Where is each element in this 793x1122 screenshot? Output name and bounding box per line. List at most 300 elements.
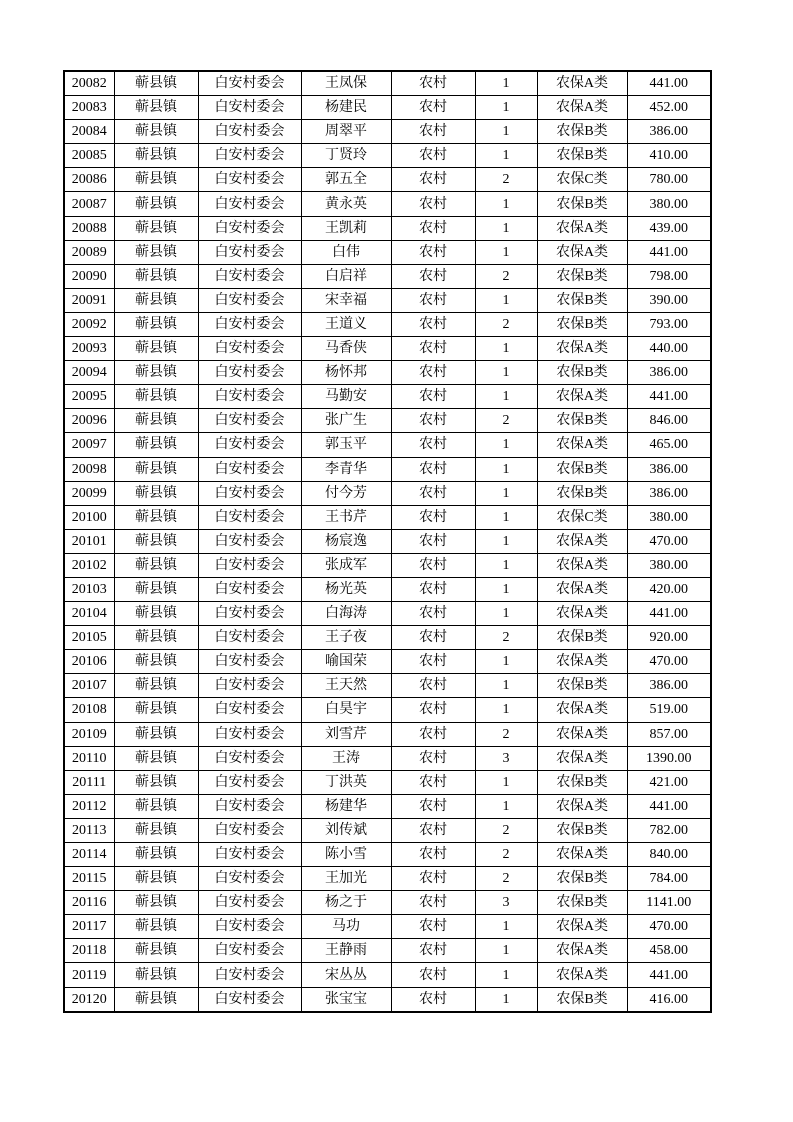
cell-residence-type: 农村 [391, 577, 475, 601]
cell-village-committee: 白安村委会 [198, 626, 301, 650]
cell-amount: 386.00 [627, 457, 711, 481]
cell-person-name: 刘传斌 [301, 818, 391, 842]
cell-person-name: 杨建华 [301, 794, 391, 818]
cell-person-name: 白启祥 [301, 264, 391, 288]
cell-record-id: 20090 [64, 264, 114, 288]
table-row [64, 891, 711, 915]
cell-insurance-category: 农保A类 [537, 963, 627, 987]
cell-residence-type: 农村 [391, 939, 475, 963]
cell-village-committee: 白安村委会 [198, 722, 301, 746]
table-row [64, 722, 711, 746]
cell-amount: 920.00 [627, 626, 711, 650]
cell-insurance-category: 农保B类 [537, 120, 627, 144]
cell-person-count: 1 [475, 288, 537, 312]
cell-village-committee: 白安村委会 [198, 867, 301, 891]
cell-amount: 386.00 [627, 361, 711, 385]
cell-person-count: 2 [475, 409, 537, 433]
cell-amount: 441.00 [627, 963, 711, 987]
cell-town: 蕲县镇 [114, 144, 198, 168]
cell-residence-type: 农村 [391, 144, 475, 168]
cell-village-committee: 白安村委会 [198, 602, 301, 626]
cell-residence-type: 农村 [391, 192, 475, 216]
cell-record-id: 20115 [64, 867, 114, 891]
cell-town: 蕲县镇 [114, 553, 198, 577]
cell-person-count: 1 [475, 770, 537, 794]
cell-town: 蕲县镇 [114, 722, 198, 746]
cell-residence-type: 农村 [391, 264, 475, 288]
cell-village-committee: 白安村委会 [198, 843, 301, 867]
cell-amount: 390.00 [627, 288, 711, 312]
cell-person-name: 马勤安 [301, 385, 391, 409]
cell-village-committee: 白安村委会 [198, 385, 301, 409]
cell-person-count: 1 [475, 987, 537, 1012]
cell-record-id: 20088 [64, 216, 114, 240]
cell-village-committee: 白安村委会 [198, 529, 301, 553]
cell-village-committee: 白安村委会 [198, 71, 301, 96]
cell-person-name: 王道义 [301, 312, 391, 336]
cell-residence-type: 农村 [391, 120, 475, 144]
cell-amount: 840.00 [627, 843, 711, 867]
cell-town: 蕲县镇 [114, 963, 198, 987]
cell-person-count: 1 [475, 529, 537, 553]
cell-village-committee: 白安村委会 [198, 312, 301, 336]
cell-residence-type: 农村 [391, 71, 475, 96]
cell-insurance-category: 农保A类 [537, 240, 627, 264]
cell-person-count: 2 [475, 843, 537, 867]
cell-person-count: 1 [475, 939, 537, 963]
cell-residence-type: 农村 [391, 987, 475, 1012]
cell-town: 蕲县镇 [114, 698, 198, 722]
cell-record-id: 20098 [64, 457, 114, 481]
table-row [64, 674, 711, 698]
cell-insurance-category: 农保B类 [537, 770, 627, 794]
table-row [64, 602, 711, 626]
cell-amount: 380.00 [627, 505, 711, 529]
cell-record-id: 20085 [64, 144, 114, 168]
cell-record-id: 20094 [64, 361, 114, 385]
cell-village-committee: 白安村委会 [198, 457, 301, 481]
cell-village-committee: 白安村委会 [198, 144, 301, 168]
cell-amount: 420.00 [627, 577, 711, 601]
cell-person-count: 3 [475, 891, 537, 915]
cell-person-count: 1 [475, 457, 537, 481]
cell-residence-type: 农村 [391, 457, 475, 481]
cell-amount: 386.00 [627, 481, 711, 505]
cell-record-id: 20110 [64, 746, 114, 770]
cell-record-id: 20101 [64, 529, 114, 553]
cell-town: 蕲县镇 [114, 457, 198, 481]
cell-town: 蕲县镇 [114, 577, 198, 601]
table-row [64, 650, 711, 674]
cell-insurance-category: 农保B类 [537, 409, 627, 433]
cell-amount: 798.00 [627, 264, 711, 288]
cell-residence-type: 农村 [391, 288, 475, 312]
cell-record-id: 20092 [64, 312, 114, 336]
table-row [64, 288, 711, 312]
cell-insurance-category: 农保A类 [537, 843, 627, 867]
cell-record-id: 20111 [64, 770, 114, 794]
cell-amount: 421.00 [627, 770, 711, 794]
cell-amount: 857.00 [627, 722, 711, 746]
cell-record-id: 20103 [64, 577, 114, 601]
table-row [64, 505, 711, 529]
cell-person-count: 1 [475, 385, 537, 409]
cell-village-committee: 白安村委会 [198, 433, 301, 457]
cell-amount: 452.00 [627, 96, 711, 120]
cell-residence-type: 农村 [391, 891, 475, 915]
cell-residence-type: 农村 [391, 915, 475, 939]
cell-insurance-category: 农保A类 [537, 794, 627, 818]
cell-person-count: 1 [475, 240, 537, 264]
cell-person-name: 杨怀邦 [301, 361, 391, 385]
cell-amount: 441.00 [627, 794, 711, 818]
table-row [64, 939, 711, 963]
cell-person-count: 2 [475, 818, 537, 842]
cell-amount: 458.00 [627, 939, 711, 963]
cell-village-committee: 白安村委会 [198, 674, 301, 698]
records-tbody [64, 71, 711, 1012]
cell-record-id: 20109 [64, 722, 114, 746]
cell-person-name: 王涛 [301, 746, 391, 770]
cell-amount: 441.00 [627, 602, 711, 626]
cell-person-name: 白昊宇 [301, 698, 391, 722]
cell-person-name: 喻国荣 [301, 650, 391, 674]
cell-town: 蕲县镇 [114, 529, 198, 553]
cell-residence-type: 农村 [391, 337, 475, 361]
cell-amount: 470.00 [627, 915, 711, 939]
cell-insurance-category: 农保B类 [537, 361, 627, 385]
cell-town: 蕲县镇 [114, 481, 198, 505]
cell-person-name: 杨宸逸 [301, 529, 391, 553]
cell-amount: 440.00 [627, 337, 711, 361]
cell-insurance-category: 农保A类 [537, 529, 627, 553]
cell-person-count: 1 [475, 650, 537, 674]
table-row [64, 577, 711, 601]
cell-record-id: 20096 [64, 409, 114, 433]
cell-residence-type: 农村 [391, 963, 475, 987]
cell-record-id: 20097 [64, 433, 114, 457]
table-row [64, 770, 711, 794]
cell-town: 蕲县镇 [114, 746, 198, 770]
cell-person-name: 陈小雪 [301, 843, 391, 867]
table-row [64, 529, 711, 553]
cell-insurance-category: 农保A类 [537, 650, 627, 674]
cell-amount: 441.00 [627, 385, 711, 409]
cell-residence-type: 农村 [391, 312, 475, 336]
cell-village-committee: 白安村委会 [198, 216, 301, 240]
cell-residence-type: 农村 [391, 433, 475, 457]
cell-village-committee: 白安村委会 [198, 794, 301, 818]
cell-village-committee: 白安村委会 [198, 288, 301, 312]
cell-town: 蕲县镇 [114, 602, 198, 626]
cell-village-committee: 白安村委会 [198, 746, 301, 770]
cell-person-name: 付今芳 [301, 481, 391, 505]
cell-record-id: 20107 [64, 674, 114, 698]
cell-person-count: 2 [475, 867, 537, 891]
table-row [64, 746, 711, 770]
cell-record-id: 20083 [64, 96, 114, 120]
cell-person-count: 1 [475, 674, 537, 698]
cell-town: 蕲县镇 [114, 192, 198, 216]
cell-residence-type: 农村 [391, 650, 475, 674]
cell-person-count: 1 [475, 553, 537, 577]
cell-insurance-category: 农保A类 [537, 577, 627, 601]
cell-person-name: 丁洪英 [301, 770, 391, 794]
cell-village-committee: 白安村委会 [198, 650, 301, 674]
cell-record-id: 20104 [64, 602, 114, 626]
cell-residence-type: 农村 [391, 505, 475, 529]
cell-town: 蕲县镇 [114, 264, 198, 288]
cell-residence-type: 农村 [391, 698, 475, 722]
cell-person-name: 张宝宝 [301, 987, 391, 1012]
cell-record-id: 20089 [64, 240, 114, 264]
cell-amount: 846.00 [627, 409, 711, 433]
records-table [63, 70, 712, 1013]
cell-residence-type: 农村 [391, 818, 475, 842]
cell-person-count: 1 [475, 337, 537, 361]
cell-town: 蕲县镇 [114, 312, 198, 336]
cell-town: 蕲县镇 [114, 361, 198, 385]
cell-village-committee: 白安村委会 [198, 337, 301, 361]
cell-amount: 380.00 [627, 553, 711, 577]
cell-person-count: 1 [475, 144, 537, 168]
cell-insurance-category: 农保B类 [537, 626, 627, 650]
cell-amount: 465.00 [627, 433, 711, 457]
table-row [64, 433, 711, 457]
cell-town: 蕲县镇 [114, 818, 198, 842]
cell-residence-type: 农村 [391, 674, 475, 698]
table-row [64, 264, 711, 288]
cell-residence-type: 农村 [391, 553, 475, 577]
cell-town: 蕲县镇 [114, 409, 198, 433]
cell-person-name: 张广生 [301, 409, 391, 433]
cell-person-count: 2 [475, 312, 537, 336]
cell-residence-type: 农村 [391, 481, 475, 505]
cell-record-id: 20106 [64, 650, 114, 674]
cell-town: 蕲县镇 [114, 843, 198, 867]
cell-amount: 470.00 [627, 529, 711, 553]
cell-insurance-category: 农保B类 [537, 192, 627, 216]
cell-insurance-category: 农保A类 [537, 216, 627, 240]
cell-amount: 380.00 [627, 192, 711, 216]
cell-insurance-category: 农保A类 [537, 698, 627, 722]
cell-person-name: 杨之于 [301, 891, 391, 915]
cell-person-count: 1 [475, 216, 537, 240]
cell-insurance-category: 农保B类 [537, 481, 627, 505]
cell-person-count: 1 [475, 963, 537, 987]
cell-record-id: 20084 [64, 120, 114, 144]
cell-village-committee: 白安村委会 [198, 240, 301, 264]
cell-person-count: 1 [475, 96, 537, 120]
cell-insurance-category: 农保A类 [537, 746, 627, 770]
cell-amount: 470.00 [627, 650, 711, 674]
cell-town: 蕲县镇 [114, 939, 198, 963]
cell-record-id: 20120 [64, 987, 114, 1012]
cell-person-count: 1 [475, 602, 537, 626]
cell-town: 蕲县镇 [114, 626, 198, 650]
cell-town: 蕲县镇 [114, 915, 198, 939]
cell-town: 蕲县镇 [114, 96, 198, 120]
cell-village-committee: 白安村委会 [198, 481, 301, 505]
cell-insurance-category: 农保A类 [537, 96, 627, 120]
cell-village-committee: 白安村委会 [198, 698, 301, 722]
cell-town: 蕲县镇 [114, 385, 198, 409]
cell-town: 蕲县镇 [114, 216, 198, 240]
cell-town: 蕲县镇 [114, 337, 198, 361]
cell-record-id: 20102 [64, 553, 114, 577]
cell-person-name: 马香侠 [301, 337, 391, 361]
cell-person-count: 1 [475, 577, 537, 601]
cell-record-id: 20105 [64, 626, 114, 650]
cell-insurance-category: 农保B类 [537, 674, 627, 698]
cell-residence-type: 农村 [391, 240, 475, 264]
cell-town: 蕲县镇 [114, 674, 198, 698]
table-row [64, 144, 711, 168]
cell-insurance-category: 农保A类 [537, 433, 627, 457]
table-row [64, 361, 711, 385]
cell-record-id: 20108 [64, 698, 114, 722]
cell-insurance-category: 农保C类 [537, 168, 627, 192]
table-row [64, 481, 711, 505]
cell-insurance-category: 农保A类 [537, 553, 627, 577]
table-row [64, 553, 711, 577]
cell-person-name: 白海涛 [301, 602, 391, 626]
table-row [64, 626, 711, 650]
cell-person-name: 王凤保 [301, 71, 391, 96]
cell-residence-type: 农村 [391, 626, 475, 650]
cell-person-count: 1 [475, 698, 537, 722]
cell-person-name: 丁贤玲 [301, 144, 391, 168]
cell-town: 蕲县镇 [114, 168, 198, 192]
cell-insurance-category: 农保A类 [537, 939, 627, 963]
table-row [64, 843, 711, 867]
cell-insurance-category: 农保B类 [537, 867, 627, 891]
cell-village-committee: 白安村委会 [198, 361, 301, 385]
table-row [64, 71, 711, 96]
cell-town: 蕲县镇 [114, 794, 198, 818]
cell-village-committee: 白安村委会 [198, 770, 301, 794]
cell-insurance-category: 农保B类 [537, 312, 627, 336]
cell-insurance-category: 农保B类 [537, 891, 627, 915]
cell-residence-type: 农村 [391, 722, 475, 746]
cell-person-count: 1 [475, 192, 537, 216]
table-row [64, 192, 711, 216]
cell-residence-type: 农村 [391, 96, 475, 120]
cell-person-count: 1 [475, 794, 537, 818]
table-row [64, 312, 711, 336]
cell-person-name: 王子夜 [301, 626, 391, 650]
table-row [64, 794, 711, 818]
cell-town: 蕲县镇 [114, 120, 198, 144]
cell-record-id: 20086 [64, 168, 114, 192]
table-row [64, 120, 711, 144]
cell-residence-type: 农村 [391, 216, 475, 240]
cell-residence-type: 农村 [391, 843, 475, 867]
table-row [64, 96, 711, 120]
cell-record-id: 20099 [64, 481, 114, 505]
cell-village-committee: 白安村委会 [198, 915, 301, 939]
cell-village-committee: 白安村委会 [198, 577, 301, 601]
cell-insurance-category: 农保B类 [537, 457, 627, 481]
cell-residence-type: 农村 [391, 794, 475, 818]
cell-amount: 439.00 [627, 216, 711, 240]
cell-person-name: 王书芹 [301, 505, 391, 529]
cell-person-name: 黄永英 [301, 192, 391, 216]
table-row [64, 987, 711, 1012]
cell-town: 蕲县镇 [114, 240, 198, 264]
cell-record-id: 20113 [64, 818, 114, 842]
cell-person-count: 3 [475, 746, 537, 770]
cell-town: 蕲县镇 [114, 71, 198, 96]
cell-person-count: 1 [475, 481, 537, 505]
cell-record-id: 20082 [64, 71, 114, 96]
cell-insurance-category: 农保B类 [537, 818, 627, 842]
cell-person-name: 杨建民 [301, 96, 391, 120]
cell-person-name: 刘雪芹 [301, 722, 391, 746]
cell-person-name: 杨光英 [301, 577, 391, 601]
cell-record-id: 20118 [64, 939, 114, 963]
cell-person-count: 1 [475, 915, 537, 939]
cell-person-count: 1 [475, 361, 537, 385]
cell-amount: 784.00 [627, 867, 711, 891]
cell-amount: 1390.00 [627, 746, 711, 770]
table-row [64, 698, 711, 722]
cell-insurance-category: 农保B类 [537, 288, 627, 312]
cell-amount: 441.00 [627, 71, 711, 96]
cell-residence-type: 农村 [391, 529, 475, 553]
cell-village-committee: 白安村委会 [198, 963, 301, 987]
cell-insurance-category: 农保B类 [537, 987, 627, 1012]
cell-person-name: 李青华 [301, 457, 391, 481]
cell-village-committee: 白安村委会 [198, 818, 301, 842]
cell-insurance-category: 农保B类 [537, 264, 627, 288]
cell-insurance-category: 农保A类 [537, 722, 627, 746]
cell-residence-type: 农村 [391, 168, 475, 192]
cell-record-id: 20116 [64, 891, 114, 915]
cell-record-id: 20100 [64, 505, 114, 529]
cell-person-name: 郭五全 [301, 168, 391, 192]
cell-person-name: 郭玉平 [301, 433, 391, 457]
cell-person-count: 1 [475, 71, 537, 96]
cell-town: 蕲县镇 [114, 433, 198, 457]
table-row [64, 457, 711, 481]
cell-person-name: 马功 [301, 915, 391, 939]
cell-town: 蕲县镇 [114, 505, 198, 529]
cell-person-name: 张成军 [301, 553, 391, 577]
cell-person-count: 2 [475, 626, 537, 650]
cell-village-committee: 白安村委会 [198, 96, 301, 120]
table-row [64, 818, 711, 842]
cell-village-committee: 白安村委会 [198, 120, 301, 144]
cell-residence-type: 农村 [391, 770, 475, 794]
cell-amount: 441.00 [627, 240, 711, 264]
cell-insurance-category: 农保A类 [537, 337, 627, 361]
cell-record-id: 20117 [64, 915, 114, 939]
cell-insurance-category: 农保C类 [537, 505, 627, 529]
table-row [64, 915, 711, 939]
cell-person-name: 周翠平 [301, 120, 391, 144]
table-row [64, 385, 711, 409]
table-row [64, 867, 711, 891]
cell-insurance-category: 农保A类 [537, 602, 627, 626]
cell-record-id: 20114 [64, 843, 114, 867]
cell-person-name: 王静雨 [301, 939, 391, 963]
cell-residence-type: 农村 [391, 867, 475, 891]
cell-town: 蕲县镇 [114, 288, 198, 312]
cell-person-name: 王加光 [301, 867, 391, 891]
cell-person-count: 1 [475, 120, 537, 144]
cell-record-id: 20095 [64, 385, 114, 409]
